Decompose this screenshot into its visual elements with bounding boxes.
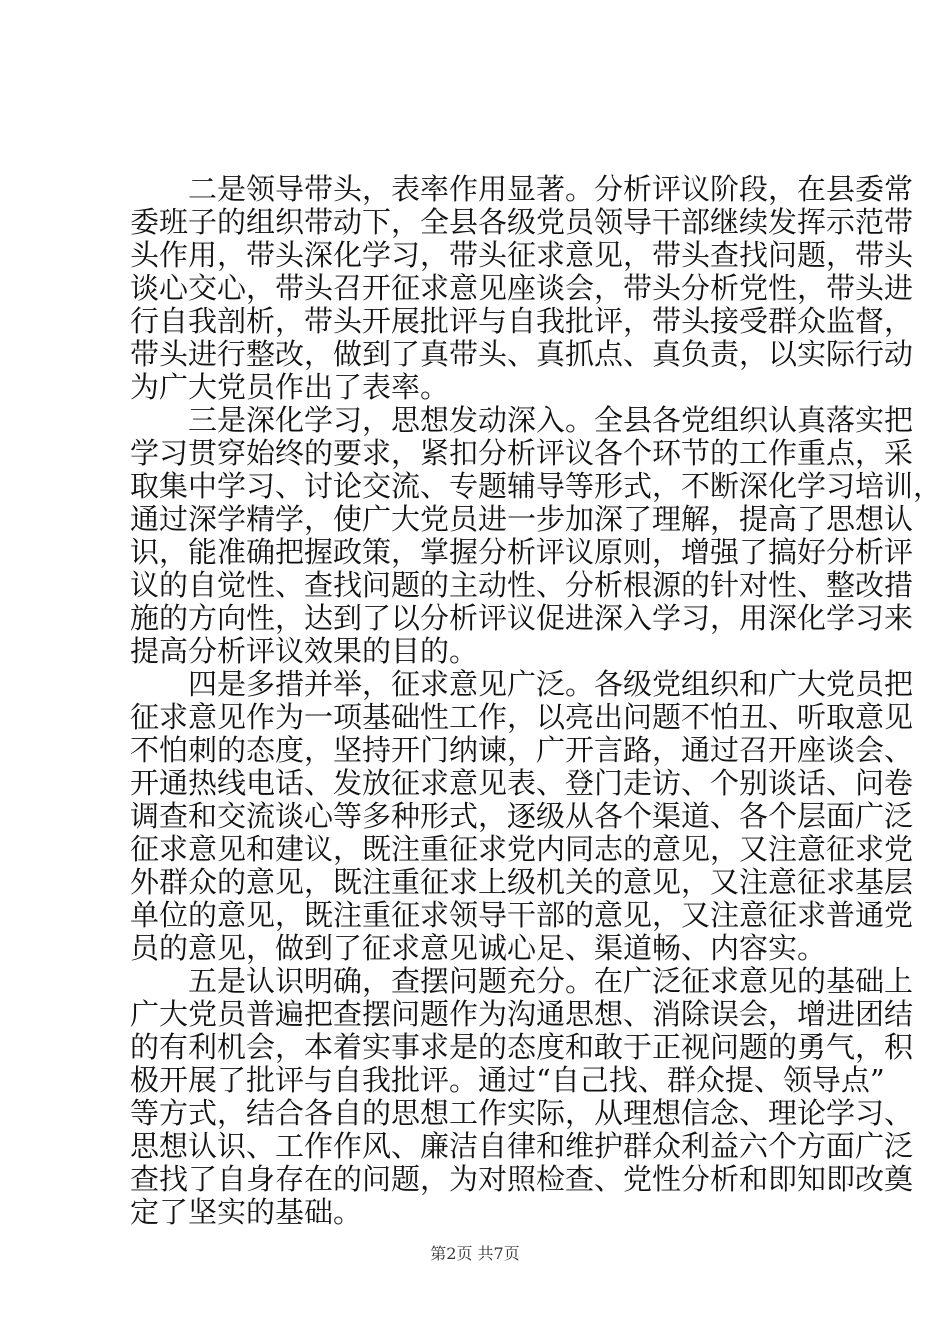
text-line: 行自我剖析，带头开展批评与自我批评，带头接受群众监督， xyxy=(130,304,914,338)
text-line: 征求意见作为一项基础性工作，以亮出问题不怕丑、听取意见 xyxy=(130,700,914,734)
text-line: 定了坚实的基础。 xyxy=(130,1195,363,1229)
paragraph-opinions xyxy=(130,667,914,965)
text-line: 思想认识、工作作风、廉洁自律和维护群众利益六个方面广泛 xyxy=(130,1129,914,1163)
text-line: 议的自觉性、查找问题的主动性、分析根源的针对性、整改措 xyxy=(130,568,914,602)
text-line: 极开展了批评与自我批评。通过“自己找、群众提、领导点” xyxy=(130,1063,885,1097)
text-line: 委班子的组织带动下，全县各级党员领导干部继续发挥示范带 xyxy=(130,205,914,239)
text-line: 等方式，结合各自的思想工作实际，从理想信念、理论学习、 xyxy=(130,1096,914,1130)
document-body xyxy=(130,172,943,1229)
text-line: 提高分析评议效果的目的。 xyxy=(130,634,479,668)
text-line: 广大党员普遍把查摆问题作为沟通思想、消除误会，增进团结 xyxy=(130,997,914,1031)
paragraph-leadership xyxy=(130,172,914,404)
text-line: 的有利机会，本着实事求是的态度和敢于正视问题的勇气，积 xyxy=(130,1030,914,1064)
text-line: 二是领导带头，表率作用显著。分析评议阶段，在县委常 xyxy=(188,172,914,206)
text-line: 带头进行整改，做到了真带头、真抓点、真负责，以实际行动 xyxy=(130,337,914,371)
text-line: 四是多措并举，征求意见广泛。各级党组织和广大党员把 xyxy=(188,667,914,701)
text-line: 不怕刺的态度，坚持开门纳谏，广开言路，通过召开座谈会、 xyxy=(130,733,914,767)
paragraph-study xyxy=(130,403,943,668)
paragraph-problems xyxy=(130,964,914,1229)
text-line: 取集中学习、讨论交流、专题辅导等形式，不断深化学习培训， xyxy=(130,469,943,503)
text-line: 调查和交流谈心等多种形式，逐级从各个渠道、各个层面广泛 xyxy=(130,799,914,833)
text-line: 外群众的意见，既注重征求上级机关的意见，又注意征求基层 xyxy=(130,865,914,899)
text-line: 五是认识明确，查摆问题充分。在广泛征求意见的基础上 xyxy=(188,964,914,998)
page-number-footer: 第2页 共7页 xyxy=(430,1244,520,1263)
text-line: 谈心交心，带头召开征求意见座谈会，带头分析党性，带头进 xyxy=(130,271,914,305)
text-line: 头作用，带头深化学习，带头征求意见，带头查找问题，带头 xyxy=(130,238,914,272)
text-line: 通过深学精学，使广大党员进一步加深了理解，提高了思想认 xyxy=(130,502,914,536)
text-line: 员的意见，做到了征求意见诚心足、渠道畅、内容实。 xyxy=(130,931,827,965)
text-line: 识，能准确把握政策，掌握分析评议原则，增强了搞好分析评 xyxy=(130,535,914,569)
text-line: 单位的意见，既注重征求领导干部的意见，又注意征求普通党 xyxy=(130,898,914,932)
text-line: 施的方向性，达到了以分析评议促进深入学习，用深化学习来 xyxy=(130,601,914,635)
text-line: 开通热线电话、发放征求意见表、登门走访、个别谈话、问卷 xyxy=(130,766,914,800)
text-line: 三是深化学习，思想发动深入。全县各党组织认真落实把 xyxy=(188,403,914,437)
text-line: 为广大党员作出了表率。 xyxy=(130,370,450,404)
text-line: 征求意见和建议，既注重征求党内同志的意见，又注意征求党 xyxy=(130,832,914,866)
text-line: 查找了自身存在的问题，为对照检查、党性分析和即知即改奠 xyxy=(130,1162,914,1196)
text-line: 学习贯穿始终的要求，紧扣分析评议各个环节的工作重点，采 xyxy=(130,436,914,470)
